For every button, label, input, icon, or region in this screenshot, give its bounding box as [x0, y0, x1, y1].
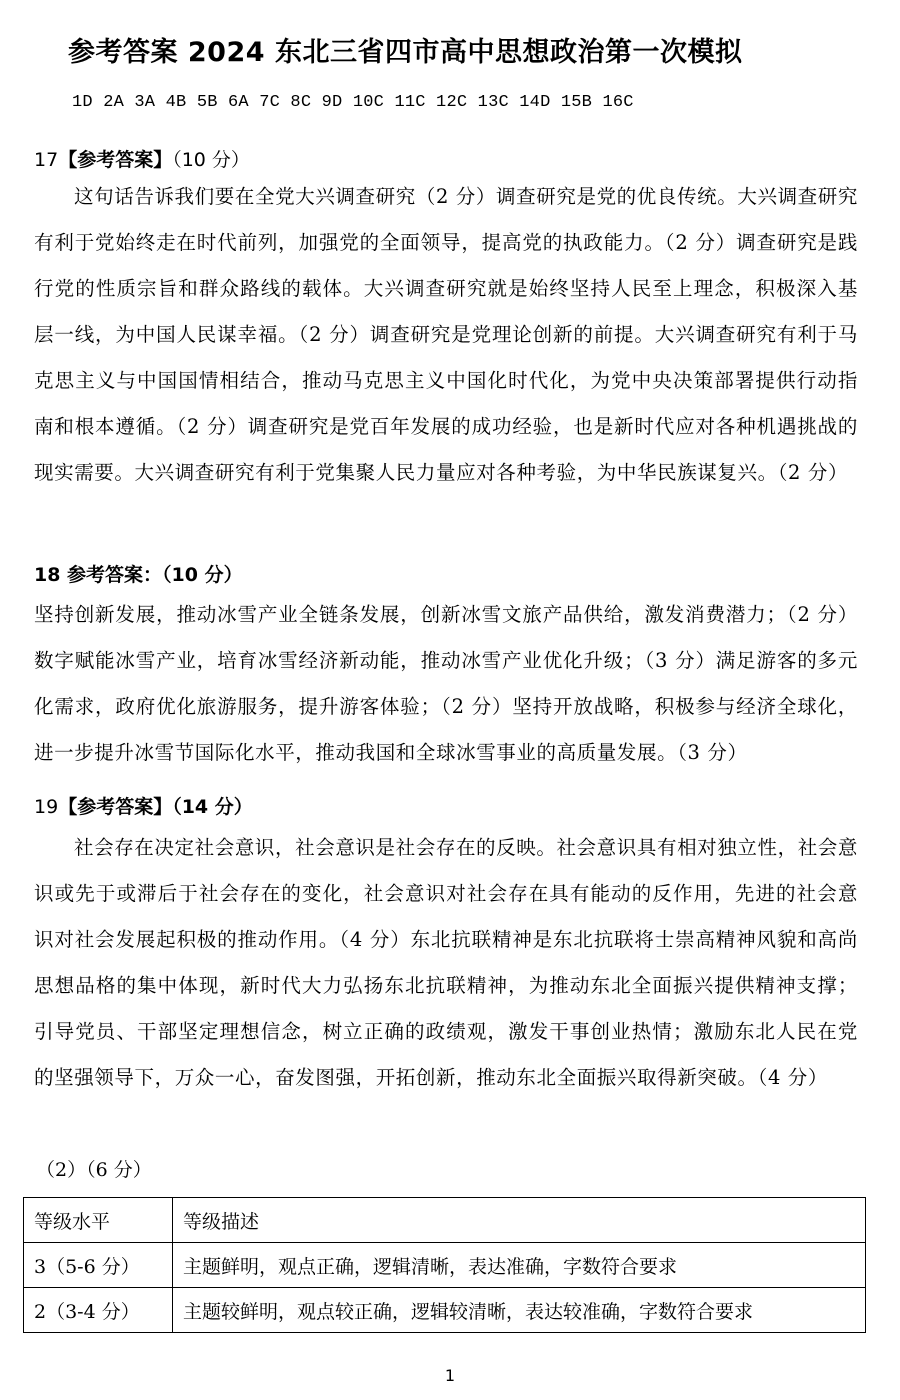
table-header-row — [24, 1198, 866, 1243]
q19-answer-body: 社会存在决定社会意识，社会意识是社会存在的反映。社会意识具有相对独立性，社会意识或先于或滞后于社会存在的变化，社会意识对社会存在具有能动的反作用，先进的社会意识对社会发展起积极的推动作用。（4 分）东北抗联精神是东北抗联将士崇高精神风貌和高尚思想品格的集中体现，新时代大力弘扬东北抗联精神，为推动东北全面振兴提供精神支撑；引导党员、干部坚定理想信念，树立正确的政绩观，激发干事创业热情；激励东北人民在党的坚强领导下，万众一心，奋发图强，开拓创新，推动东北全面振兴取得新突破。（4 分） — [34, 836, 858, 1089]
table-cell-description: 主题鲜明，观点正确，逻辑清晰，表达准确，字数符合要求 — [173, 1243, 866, 1288]
q18-header: 18 参考答案：（10 分） — [34, 564, 243, 586]
table-cell-level: 3（5-6 分） — [24, 1243, 173, 1288]
q18-answer-body: 坚持创新发展，推动冰雪产业全链条发展，创新冰雪文旅产品供给，激发消费潜力；（2 分）数字赋能冰雪产业，培育冰雪经济新动能，推动冰雪产业优化升级；（3 分）满足游客的多元化需求，政府优化旅游服务，提升游客体验；（2 分）坚持开放战略，积极参与经济全球化，进一步提升冰雪节国际化水平，推动我国和全球冰雪事业的高质量发展。（3 分） — [34, 603, 858, 764]
q19-sub-part: （2）（6 分） — [36, 1159, 152, 1181]
table-cell-level: 2（3-4 分） — [24, 1288, 173, 1333]
choice-answers: 1D 2A 3A 4B 5B 6A 7C 8C 9D 10C 11C 12C 13C 14D 15B 16C — [72, 93, 634, 112]
page-number: 1 — [444, 1366, 456, 1385]
q17-header — [34, 145, 250, 172]
q19-header — [34, 792, 253, 819]
page-title: 参考答案 2024 东北三省四市高中思想政治第一次模拟 — [68, 37, 743, 68]
q17-score: （10 分） — [172, 149, 250, 171]
q17-answer-body: 这句话告诉我们要在全党大兴调查研究（2 分）调查研究是党的优良传统。大兴调查研究有利于党始终走在时代前列，加强党的全面领导，提高党的执政能力。（2 分）调查研究是践行党的性质宗旨和群众路线的载体。大兴调查研究就是始终坚持人民至上理念，积极深入基层一线，为中国人民谋幸福。（2 分）调查研究是党理论创新的前提。大兴调查研究有利于马克思主义与中国国情相结合，推动马克思主义中国化时代化，为党中央决策部署提供行动指南和根本遵循。（2 分）调查研究是党百年发展的成功经验，也是新时代应对各种机遇挑战的现实需要。大兴调查研究有利于党集聚人民力量应对各种考验，为中华民族谋复兴。（2 分） — [34, 185, 858, 484]
q19-label: 【参考答案】 — [58, 796, 173, 818]
table-row — [24, 1288, 866, 1333]
grading-table — [23, 1197, 866, 1333]
q17-number: 17 — [34, 149, 59, 171]
table-header-description: 等级描述 — [173, 1198, 866, 1243]
table-row — [24, 1243, 866, 1288]
table-header-level: 等级水平 — [24, 1198, 173, 1243]
q19-number: 19 — [34, 796, 59, 818]
table-cell-description: 主题较鲜明，观点较正确，逻辑较清晰，表达较准确，字数符合要求 — [173, 1288, 866, 1333]
q17-label: 【参考答案】 — [58, 149, 173, 171]
q19-score: （14 分） — [172, 796, 253, 818]
